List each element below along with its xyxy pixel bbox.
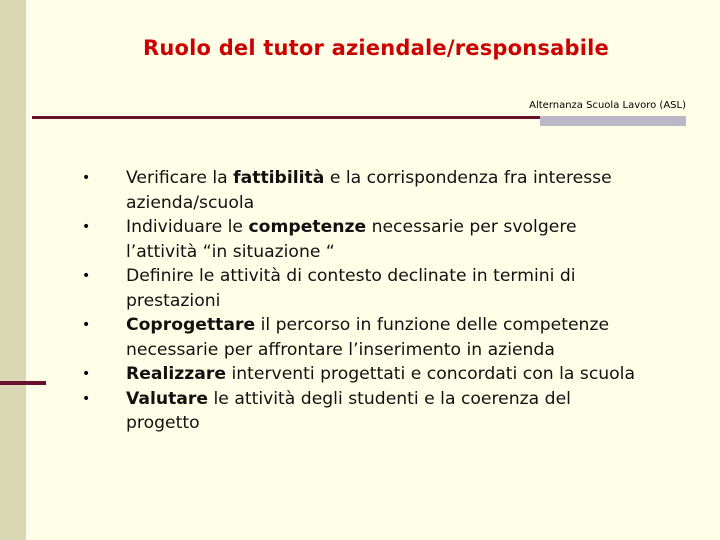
header-rule-accent: [540, 116, 686, 126]
bullet-item: [70, 166, 710, 215]
bullet-text-rest: il percorso in funzione delle competenze necessarie per affrontare l’inserimento in azienda: [126, 315, 610, 360]
bullet-text: [126, 168, 612, 213]
bullet-keyword: Realizzare: [126, 364, 227, 384]
bullet-text-lead: Definire le attività di contesto declinate in termini di prestazioni: [126, 266, 576, 311]
bullet-text-rest: le attività degli studenti e la coerenza del progetto: [126, 388, 571, 433]
bullet-item: [70, 362, 710, 387]
bullet-keyword: competenze: [248, 217, 367, 237]
bullet-item: [70, 264, 710, 313]
bullet-list: [70, 166, 710, 436]
bullet-item: [70, 215, 710, 264]
sidebar-accent-bar: [0, 381, 46, 385]
bullet-text-lead: Individuare le: [126, 217, 249, 237]
bullet-item: [70, 387, 710, 436]
bullet-point-icon: •: [82, 390, 91, 407]
bullet-point-icon: •: [82, 170, 91, 186]
bullet-text-rest: interventi progettati e concordati con la scuola: [226, 364, 635, 384]
bullet-point-icon: •: [82, 366, 91, 382]
left-sidebar-band: [0, 0, 26, 540]
slide-subtitle: Alternanza Scuola Lavoro (ASL): [529, 100, 686, 111]
bullet-point-icon: •: [82, 219, 91, 235]
bullet-text-rest: necessarie per svolgere l’attività “in situazione “: [126, 217, 577, 262]
bullet-item: [70, 313, 710, 362]
bullet-text: [126, 266, 576, 311]
bullet-text: [126, 315, 609, 360]
bullet-text: [126, 389, 571, 434]
bullet-text: [126, 364, 635, 384]
bullet-text-lead: Verificare la: [126, 168, 234, 188]
bullet-keyword: Coprogettare: [126, 315, 256, 335]
bullet-keyword: Valutare: [126, 388, 209, 409]
slide-title: Ruolo del tutor aziendale/responsabile: [143, 36, 609, 60]
bullet-point-icon: •: [82, 317, 91, 333]
bullet-keyword: fattibilità: [233, 168, 325, 188]
bullet-point-icon: •: [82, 268, 91, 284]
bullet-text: [126, 217, 577, 262]
bullet-text-rest: e la corrispondenza fra interesse azienda/scuola: [126, 168, 612, 213]
